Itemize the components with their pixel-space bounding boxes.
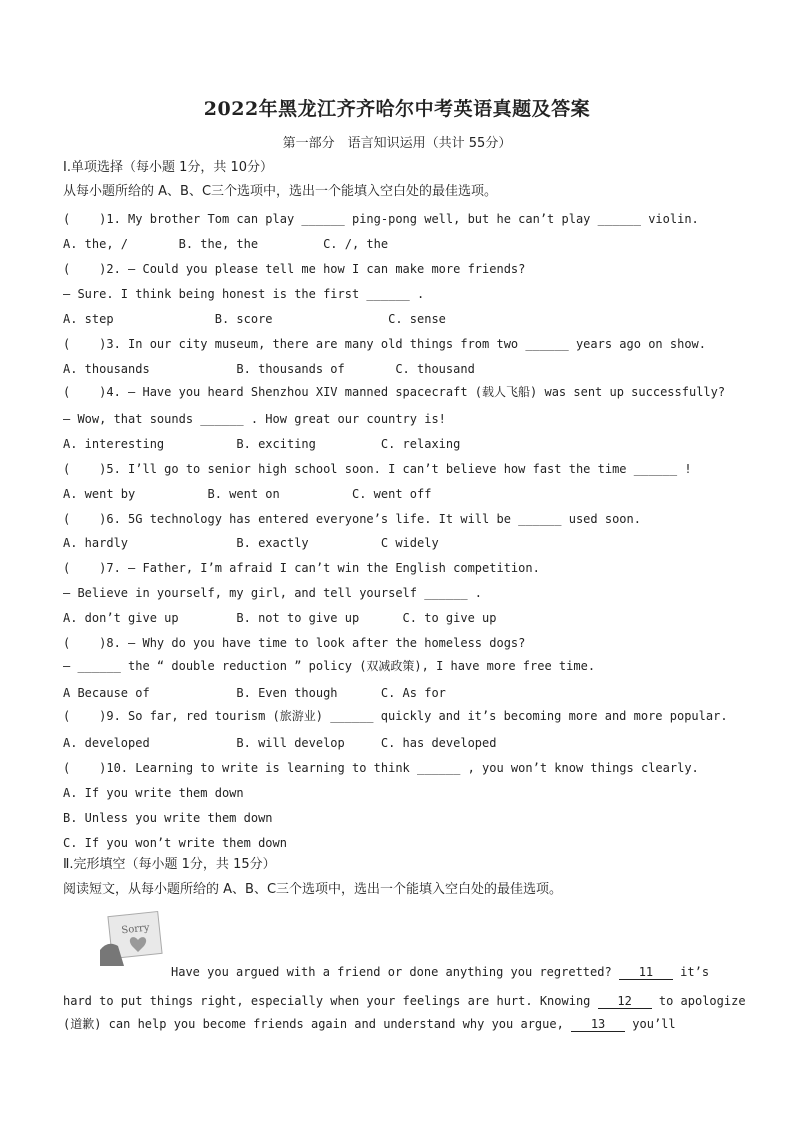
passage-text: you’ll (625, 1017, 676, 1031)
section2-heading: Ⅱ.完形填空（每小题 1分，共 15分） (63, 857, 276, 872)
options-5: A. went by B. went on C. went off (63, 487, 432, 501)
question-6: ( )6. 5G technology has entered everyone’s life. It will be ______ used soon. (63, 512, 641, 526)
question-5: ( )5. I’ll go to senior high school soon. I can’t believe how fast the time ______ ! (63, 462, 692, 476)
options-2: A. step B. score C. sense (63, 312, 446, 326)
options-6: A. hardly B. exactly C widely (63, 536, 439, 550)
dialogue-4: — Wow, that sounds ______ . How great our country is! (63, 412, 446, 426)
options-1: A. the, / B. the, the C. /, the (63, 237, 389, 251)
section1-instruction: 从每小题所给的 A、B、C三个选项中，选出一个能填入空白处的最佳选项。 (63, 184, 498, 199)
page-title: 2022年黑龙江齐齐哈尔中考英语真题及答案 (203, 98, 591, 120)
passage-line-3 (63, 1016, 676, 1032)
passage-text: Have you argued with a friend or done anything you regretted? (171, 965, 619, 979)
question-2: ( )2. — Could you please tell me how I can make more friends? (63, 262, 526, 276)
sorry-note-image (98, 910, 166, 968)
options-3: A. thousands B. thousands of C. thousand (63, 362, 475, 376)
options-9: A. developed B. will develop C. has developed (63, 736, 497, 750)
options-4: A. interesting B. exciting C. relaxing (63, 437, 461, 451)
question-7: ( )7. — Father, I’m afraid I can’t win the English competition. (63, 561, 540, 575)
passage-text: it’s (672, 965, 710, 979)
passage-line-1 (171, 964, 709, 980)
section2-instruction: 阅读短文，从每小题所给的 A、B、C三个选项中，选出一个能填入空白处的最佳选项。 (63, 882, 563, 897)
option-10-a: A. If you write them down (63, 786, 244, 800)
options-7: A. don’t give up B. not to give up C. to give up (63, 611, 497, 625)
option-10-c: C. If you won’t write them down (63, 836, 287, 850)
question-10: ( )10. Learning to write is learning to think ______ , you won’t know things clearly. (63, 761, 699, 775)
question-1: ( )1. My brother Tom can play ______ ping-pong well, but he can’t play ______ violin. (63, 212, 699, 226)
question-4: ( )4. — Have you heard Shenzhou XIV manned spacecraft (载人飞船) was sent up successfully? (63, 385, 726, 399)
question-9: ( )9. So far, red tourism (旅游业) ______ quickly and it’s becoming more and more popular. (63, 709, 728, 723)
question-3: ( )3. In our city museum, there are many old things from two ______ years ago on show. (63, 337, 706, 351)
page-subtitle: 第一部分 语言知识运用（共计 55分） (282, 136, 512, 151)
blank-12[interactable]: 12 (598, 994, 652, 1009)
dialogue-2: — Sure. I think being honest is the first ______ . (63, 287, 425, 301)
sorry-note-text: Sorry (120, 922, 151, 937)
dialogue-7: — Believe in yourself, my girl, and tell yourself ______ . (63, 586, 483, 600)
options-8: A Because of B. Even though C. As for (63, 686, 446, 700)
passage-text: (道歉) can help you become friends again and understand why you argue, (63, 1017, 572, 1031)
passage-line-2 (63, 993, 746, 1009)
passage-text: hard to put things right, especially when your feelings are hurt. Knowing (63, 994, 598, 1008)
option-10-b: B. Unless you write them down (63, 811, 273, 825)
passage-text: to apologize (651, 994, 746, 1008)
blank-13[interactable]: 13 (571, 1017, 625, 1032)
dialogue-8: — ______ the “ double reduction ” policy (双减政策), I have more free time. (63, 659, 596, 673)
blank-11[interactable]: 11 (619, 965, 673, 980)
question-8: ( )8. — Why do you have time to look after the homeless dogs? (63, 636, 526, 650)
section1-heading: Ⅰ.单项选择（每小题 1分，共 10分） (63, 160, 274, 175)
